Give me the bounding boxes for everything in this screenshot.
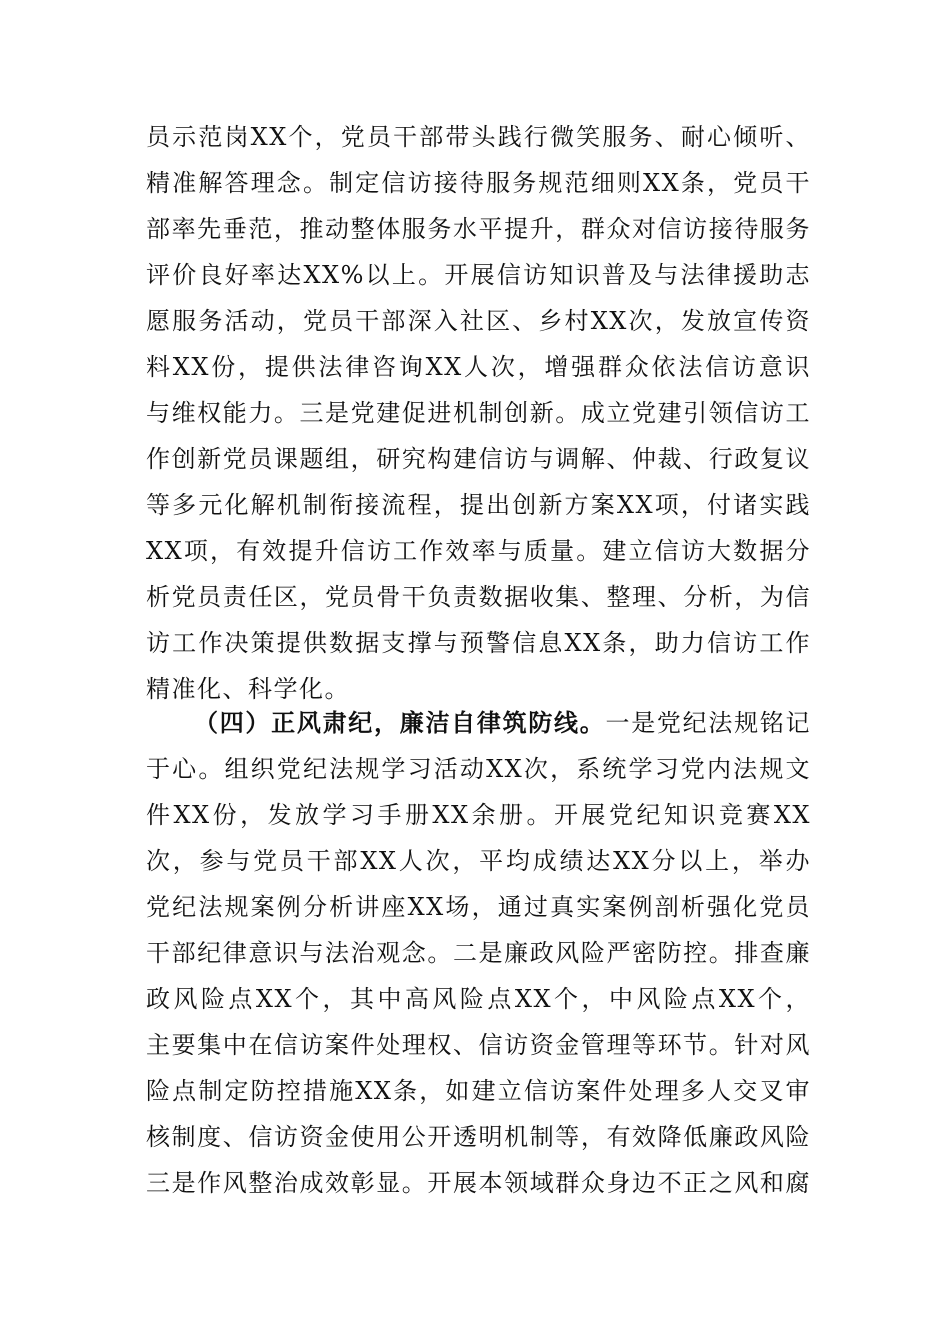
text-line: 政风险点XX个，其中高风险点XX个，中风险点XX个， xyxy=(146,985,811,1013)
text-line: 精准解答理念。制定信访接待服务规范细则XX条，党员干 xyxy=(146,169,811,197)
text-line: 等多元化解机制衔接流程，提出创新方案XX项，付诸实践 xyxy=(146,491,811,519)
text-line: 党纪法规案例分析讲座XX场，通过真实案例剖析强化党员 xyxy=(146,893,811,921)
text-line: 作创新党员课题组，研究构建信访与调解、仲裁、行政复议 xyxy=(146,445,811,473)
text-line: 核制度、信访资金使用公开透明机制等，有效降低廉政风险 xyxy=(146,1123,811,1151)
text-run: 一是党纪法规铭记 xyxy=(605,709,812,737)
text-line: 评价良好率达XX%以上。开展信访知识普及与法律援助志 xyxy=(146,261,811,289)
text-line: 析党员责任区，党员骨干负责数据收集、整理、分析，为信 xyxy=(146,583,811,611)
text-line: 干部纪律意识与法治观念。二是廉政风险严密防控。排查廉 xyxy=(146,939,811,967)
section-heading: （四）正风肃纪，廉洁自律筑防线。 xyxy=(194,708,606,737)
text-line: 险点制定防控措施XX条，如建立信访案件处理多人交叉审 xyxy=(146,1077,811,1105)
section-first-line xyxy=(146,700,811,746)
text-line: 访工作决策提供数据支撑与预警信息XX条，助力信访工作 xyxy=(146,629,811,657)
text-line: 员示范岗XX个，党员干部带头践行微笑服务、耐心倾听、 xyxy=(146,123,811,151)
paragraph-capacity-and-mechanism xyxy=(146,114,811,712)
text-line: 部率先垂范，推动整体服务水平提升，群众对信访接待服务 xyxy=(146,215,811,243)
text-line: 愿服务活动，党员干部深入社区、乡村XX次，发放宣传资 xyxy=(146,307,811,335)
text-line: 料XX份，提供法律咨询XX人次，增强群众依法信访意识 xyxy=(146,353,811,381)
paragraph-integrity-section xyxy=(146,700,811,1206)
text-line: 次，参与党员干部XX人次，平均成绩达XX分以上，举办 xyxy=(146,847,811,875)
text-line: 与维权能力。三是党建促进机制创新。成立党建引领信访工 xyxy=(146,399,811,427)
text-line: 件XX份，发放学习手册XX余册。开展党纪知识竞赛XX xyxy=(146,801,811,829)
text-line: 精准化、科学化。 xyxy=(146,675,350,703)
text-line: 三是作风整治成效彰显。开展本领域群众身边不正之风和腐 xyxy=(146,1169,811,1197)
text-line: 于心。组织党纪法规学习活动XX次，系统学习党内法规文 xyxy=(146,755,811,783)
text-line: XX项，有效提升信访工作效率与质量。建立信访大数据分 xyxy=(146,537,811,565)
text-line: 主要集中在信访案件处理权、信访资金管理等环节。针对风 xyxy=(146,1031,811,1059)
